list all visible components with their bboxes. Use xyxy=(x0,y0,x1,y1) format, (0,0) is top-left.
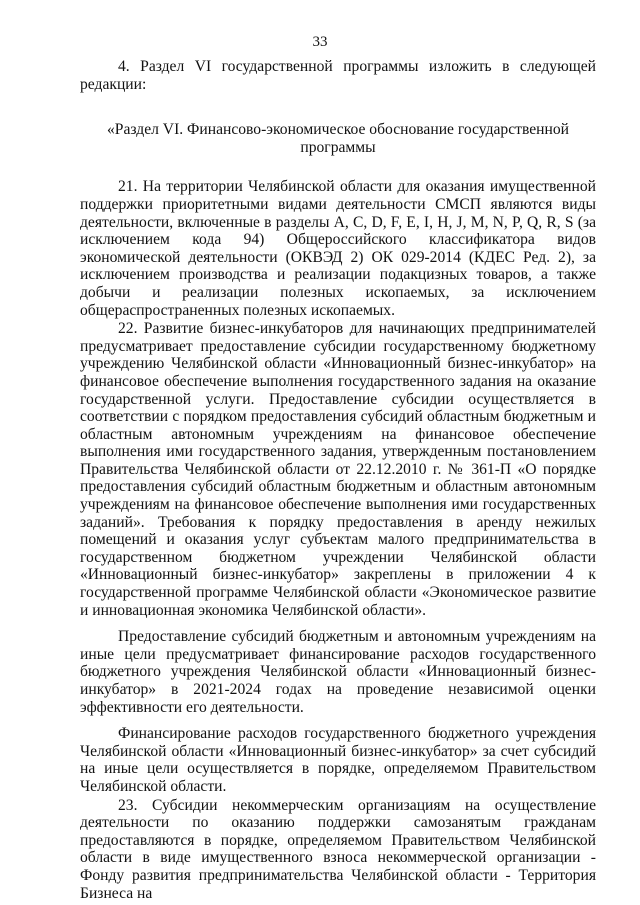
intro-paragraph: 4. Раздел VI государственной программы изложить в следующей редакции: xyxy=(80,58,596,93)
paragraph-subsidy-other-purposes: Предоставление субсидий бюджетным и автономным учреждениям на иные цели предусматривает финансирование расходов государственного бюджетного учреждения Челябинской области «Инновационный бизнес-инкубатор» в 2021-2024 годах на проведение независимой оценки эффективности его деятельности. xyxy=(80,628,596,716)
paragraph-financing: Финансирование расходов государственного бюджетного учреждения Челябинской области «Инновационный бизнес-инкубатор» за счет субсидий на иные цели осуществляется в порядке, определяемом Правительством Челябинской области. xyxy=(80,725,596,795)
section-heading: «Раздел VI. Финансово-экономическое обоснование государственной программы xyxy=(107,121,569,156)
paragraph-23: 23. Субсидии некоммерческим организациям на осуществление деятельности по оказанию поддержки самозанятым гражданам предоставляются в порядке, определяемом Правительством Челябинской области в виде имущественного взноса некоммерческой организации - Фонду развития предпринимательства Челябинской области - Территория Бизнеса на xyxy=(80,796,596,902)
paragraph-22: 22. Развитие бизнес-инкубаторов для начинающих предпринимателей предусматривает предоставление субсидии государственному бюджетному учреждению Челябинской области «Инновационный бизнес-инкубатор» на финансовое обеспечение выполнения государственного задания на оказание государственной услуги. Предоставление субсидии осуществляется в соответствии с порядком предоставления субсидий областным бюджетным и областным автономным учреждениям на финансовое обеспечение выполнения ими государственного задания, утвержденным постановлением Правительства Челябинской области от 22.12.2010 г. № 361-П «О порядке предоставления субсидий областным бюджетным и областным автономным учреждениям на финансовое обеспечение выполнения ими государственных заданий». Требования к порядку предоставления в аренду нежилых помещений и оказания услуг субъектам малого предпринимательства в государственном бюджетном учреждении Челябинской области «Инновационный бизнес-инкубатор» закреплены в приложении 4 к государственной программе Челябинской области «Экономическое развитие и инновационная экономика Челябинской области». xyxy=(80,320,596,619)
page-number: 33 xyxy=(312,34,328,50)
paragraph-21: 21. На территории Челябинской области для оказания имущественной поддержки приоритетными видами деятельности СМСП являются виды деятельности, включенные в разделы A, C, D, F, E, I, H, J, M, N, P, Q, R, S (за исключением кода 94) Общероссийского классификатора видов экономической деятельности (ОКВЭД 2) ОК 029-2014 (КДЕС Ред. 2), за исключением производства и реализации подакцизных товаров, а также добычи и реализации полезных ископаемых, за исключением общераспространенных полезных ископаемых. xyxy=(80,178,596,319)
document-body xyxy=(80,58,596,902)
